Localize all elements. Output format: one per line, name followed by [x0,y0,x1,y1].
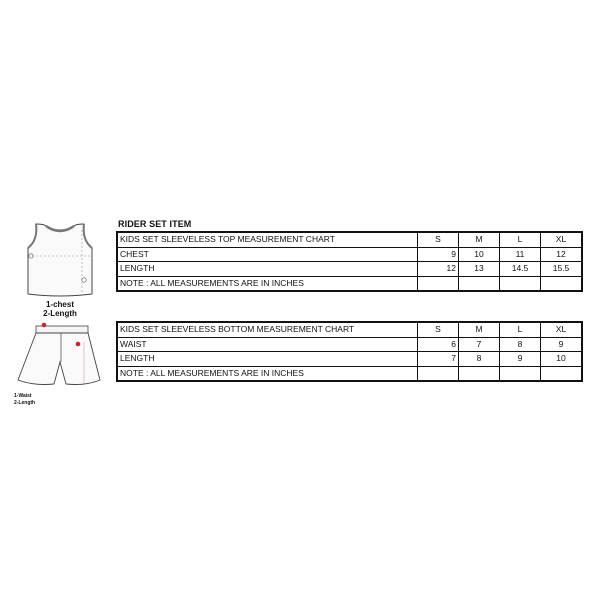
top-figure-caption [30,300,90,318]
empty-cell [500,276,541,291]
table-title: KIDS SET SLEEVELESS BOTTOM MEASUREMENT CHART [117,322,418,337]
sleeveless-top-illustration [20,220,100,300]
cell-value: 9 [541,337,583,352]
cell-value: 7 [459,337,500,352]
caption-length: 2-Length [14,400,36,406]
table-row [117,352,582,367]
caption-waist: 1-Waist [14,393,32,399]
row-label: CHEST [117,247,418,262]
note-text: NOTE : ALL MEASUREMENTS ARE IN INCHES [117,276,418,291]
table-title: KIDS SET SLEEVELESS TOP MEASUREMENT CHART [117,232,418,247]
cell-value: 10 [459,247,500,262]
cell-value: 15.5 [541,262,583,277]
cell-value: 13 [459,262,500,277]
top-measurement-table [116,231,583,292]
size-header: XL [541,232,583,247]
table-note-row [117,276,582,291]
table-note-row [117,366,582,381]
size-header: M [459,322,500,337]
empty-cell [418,366,459,381]
empty-cell [459,276,500,291]
empty-cell [500,366,541,381]
table-header-row [117,232,582,247]
row-label: LENGTH [117,352,418,367]
size-header: S [418,232,459,247]
empty-cell [541,276,583,291]
size-header: L [500,232,541,247]
cell-value: 10 [541,352,583,367]
bottom-measurement-table [116,321,583,382]
size-header: L [500,322,541,337]
cell-value: 14.5 [500,262,541,277]
table-row [117,262,582,277]
waist-marker-icon [42,323,47,328]
cell-value: 8 [500,337,541,352]
table-header-row [117,322,582,337]
note-text: NOTE : ALL MEASUREMENTS ARE IN INCHES [117,366,418,381]
empty-cell [459,366,500,381]
shorts-illustration [14,322,104,392]
empty-cell [541,366,583,381]
length-marker-icon [76,342,81,347]
size-header: XL [541,322,583,337]
empty-cell [418,276,459,291]
cell-value: 12 [541,247,583,262]
caption-length: 2-Length [43,309,77,318]
size-header: M [459,232,500,247]
cell-value: 7 [418,352,459,367]
cell-value: 11 [500,247,541,262]
caption-chest: 1-chest [45,300,74,309]
bottom-figure-caption [14,393,54,407]
cell-value: 12 [418,262,459,277]
tank-top-icon [20,220,100,300]
section-title: RIDER SET ITEM [118,219,192,229]
table-row [117,337,582,352]
table-row [117,247,582,262]
cell-value: 6 [418,337,459,352]
row-label: WAIST [117,337,418,352]
cell-value: 9 [418,247,459,262]
row-label: LENGTH [117,262,418,277]
size-header: S [418,322,459,337]
cell-value: 9 [500,352,541,367]
cell-value: 8 [459,352,500,367]
shorts-icon [14,322,104,392]
